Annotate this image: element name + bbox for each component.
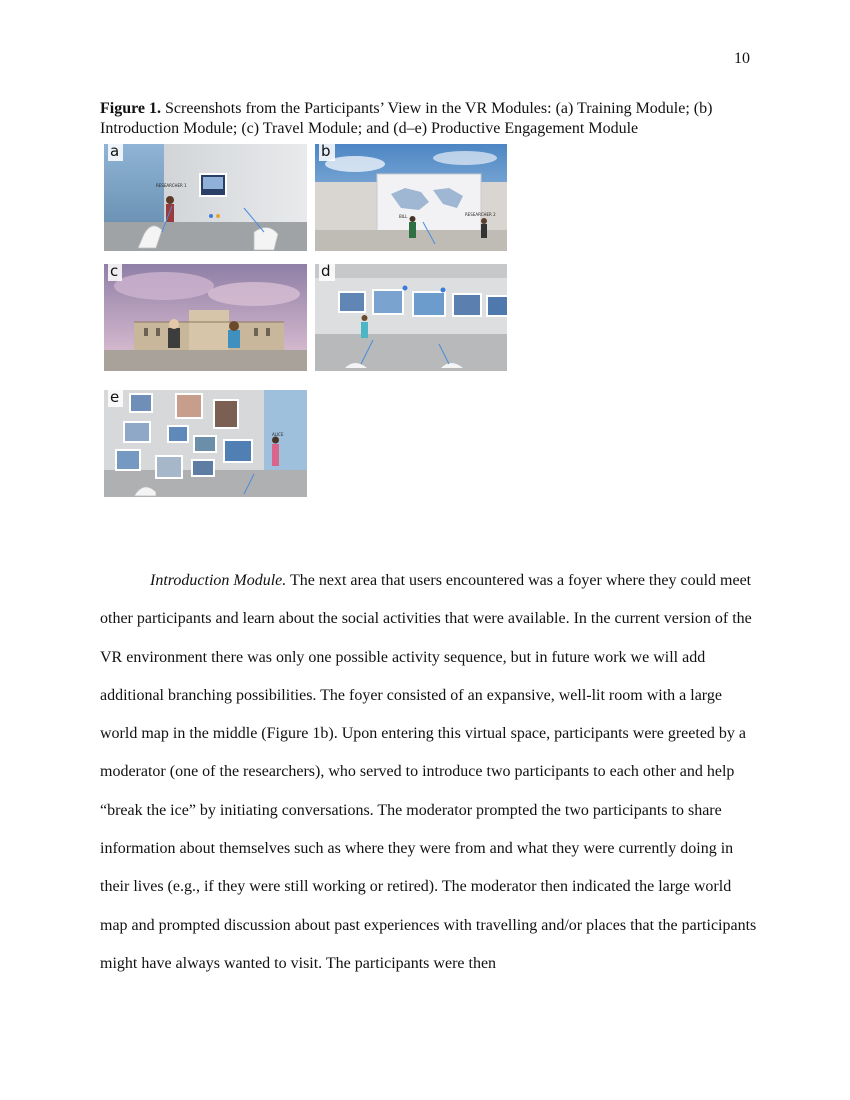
figure-panel-b [315,144,507,251]
alice-tag: ALICE [272,432,284,437]
figure-panel-e [104,390,307,497]
productive-engagement-screenshot-e [104,390,307,497]
figure-caption-label: Figure 1. [100,100,162,117]
productive-engagement-screenshot-d [315,264,507,371]
figure-panel-a [104,144,307,251]
page-number: 10 [734,50,750,67]
figure-caption-text: Screenshots from the Participants’ View in the VR Modules: (a) Training Module; (b) Introduction Module; (c) Travel Module; and (d–e) Productive Engagement Module [100,100,713,137]
section-heading: Introduction Module. [150,572,287,589]
bill-tag: BILL [399,214,408,219]
introduction-module-screenshot [315,144,507,251]
figure-panel-c [104,264,307,371]
figure-panel-d [315,264,507,371]
researcher-1-tag: RESEARCHER 1 [156,183,187,188]
panel-label-b: b [319,144,335,161]
panel-label-a: a [108,144,123,161]
panel-label-d: d [319,264,335,281]
training-module-screenshot [104,144,307,251]
panel-label-c: c [108,264,122,281]
body-paragraph-text: The next area that users encountered was a foyer where they could meet other participants and learn about the social activities that were available. In the current version of the VR environment there was only one possible activity sequence, but in future work we will add additional branching possibilities. The foyer consisted of an expansive, well-lit room with a large world map in the middle (Figure 1b). Upon entering this virtual space, participants were greeted by a moderator (one of the researchers), who served to introduce two participants to each other and help “break the ice” by initiating conversations. The moderator prompted the two participants to share information about themselves such as where they were from and what they were currently doing in their lives (e.g., if they were still working or retired). The moderator then indicated the large world map and prompted discussion about past experiences with travelling and/or places that the participants might have always wanted to visit. The participants were then [100,572,757,972]
travel-module-screenshot [104,264,307,371]
panel-label-e: e [108,390,123,407]
figure-caption [100,99,760,139]
researcher-2-tag: RESEARCHER 2 [465,212,496,217]
body-paragraph [100,562,760,983]
body-text [100,562,760,983]
